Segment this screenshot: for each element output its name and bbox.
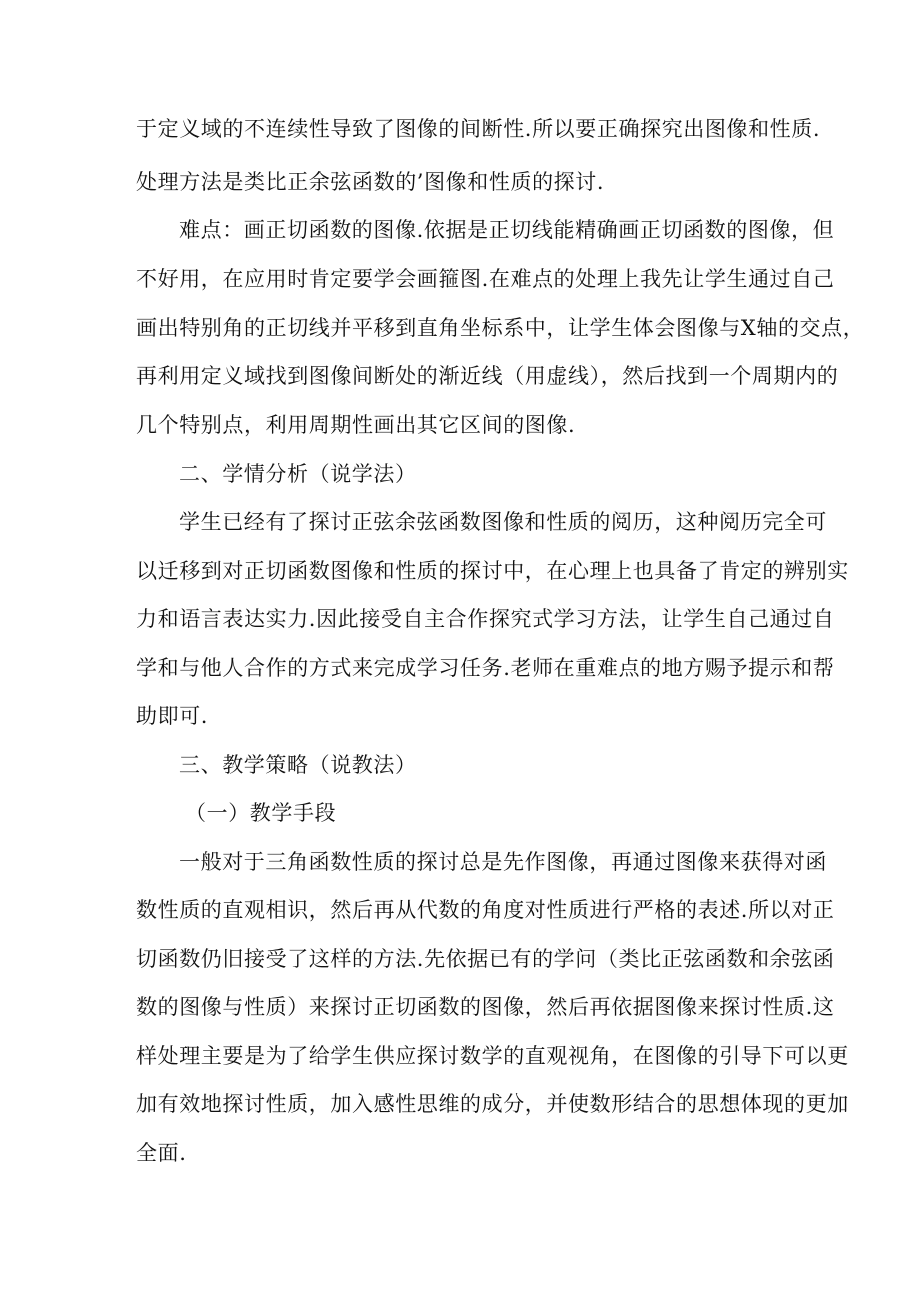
text-line: 助即可. bbox=[136, 704, 209, 728]
text-line: 学和与他人合作的方式来完成学习任务.老师在重难点的地方赐予提示和帮 bbox=[136, 656, 835, 680]
text-line: 于定义域的不连续性导致了图像的间断性.所以要正确探究出图像和性质. bbox=[136, 117, 821, 141]
text-line: 处理方法是类比正余弦函数的’图像和性质的探讨. bbox=[136, 170, 605, 194]
text-line: 力和语言表达实力.因此接受自主合作探究式学习方法，让学生自己通过自 bbox=[136, 607, 835, 631]
text-line: 数性质的直观相识，然后再从代数的角度对性质进行严格的表述.所以对正 bbox=[136, 898, 835, 922]
text-line: 一般对于三角函数性质的探讨总是先作图像，再通过图像来获得对函 bbox=[179, 850, 827, 874]
text-line: 加有效地探讨性质，加入感性思维的成分，并使数形结合的思想体现的更加 bbox=[136, 1092, 849, 1116]
text-line: 切函数仍旧接受了这样的方法.先依据已有的学问（类比正弦函数和余弦函 bbox=[136, 947, 835, 971]
text-line: 全面. bbox=[136, 1141, 187, 1165]
section-heading: 三、教学策略（说教法） bbox=[179, 753, 417, 777]
text-line: 再利用定义域找到图像间断处的渐近线（用虚线），然后找到一个周期内的 bbox=[136, 364, 839, 388]
text-line: 以迁移到对正切函数图像和性质的探讨中，在心理上也具备了肯定的辨别实 bbox=[136, 559, 849, 583]
subsection-heading: （一）教学手段 bbox=[185, 801, 337, 825]
text-line: 样处理主要是为了给学生供应探讨数学的直观视角，在图像的引导下可以更 bbox=[136, 1044, 849, 1068]
section-heading: 二、学情分析（说学法） bbox=[179, 462, 417, 486]
text-line: 难点：画正切函数的图像.依据是正切线能精确画正切函数的图像，但 bbox=[179, 218, 835, 242]
text-line: 画出特别角的正切线并平移到直角坐标系中，让学生体会图像与X轴的交点， bbox=[136, 316, 865, 340]
text-line: 数的图像与性质）来探讨正切函数的图像，然后再依据图像来探讨性质.这 bbox=[136, 995, 835, 1019]
text-line: 学生已经有了探讨正弦余弦函数图像和性质的阅历，这种阅历完全可 bbox=[179, 510, 827, 534]
text-line: 几个特别点，利用周期性画出其它区间的图像. bbox=[136, 413, 576, 437]
text-line: 不好用，在应用时肯定要学会画箍图.在难点的处理上我先让学生通过自己 bbox=[136, 267, 835, 291]
